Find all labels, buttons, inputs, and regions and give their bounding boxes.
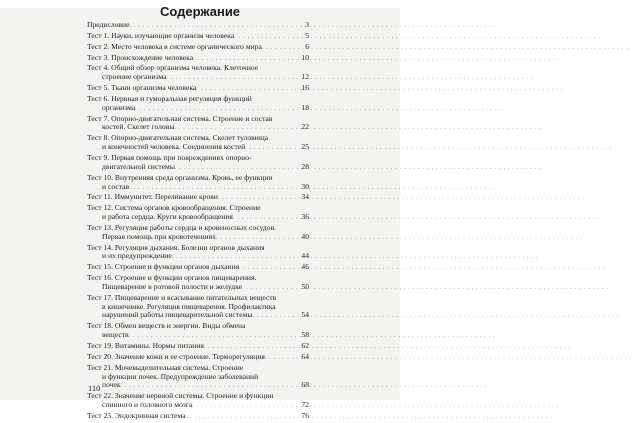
toc-line-text: и их предупреждение (102, 251, 172, 261)
toc-page-number: 6 (305, 41, 309, 51)
toc-page-number: 68 (301, 380, 309, 390)
toc-line-text: Тест 15. Строение и функции органов дыхания (87, 262, 240, 272)
toc-entry (87, 154, 309, 174)
toc-page-number: 50 (301, 281, 309, 291)
toc-line-text: Тест 19. Витамины. Нормы питания (87, 341, 204, 350)
toc-line-text: почек (102, 380, 121, 390)
toc-entry (87, 392, 309, 412)
toc-page-number: 5 (305, 30, 309, 40)
toc-line-text: и функции почек. Предупреждение заболеваний (102, 371, 259, 381)
toc-line-text: костей. Скелет головы (102, 122, 175, 132)
toc-line-text: и работа сердца. Круги кровообращения (102, 212, 233, 222)
toc-entry (87, 244, 309, 264)
toc-line (87, 104, 309, 115)
dot-leader (245, 143, 299, 154)
toc-entry (87, 64, 309, 84)
toc-page-number: 76 (301, 410, 309, 420)
toc-line-text: Тест 5. Ткани организма человека (87, 83, 197, 93)
toc-page-number: 10 (301, 52, 309, 62)
toc-line-text: Тест 14. Регуляция дыхания. Болезни органов дыхания (87, 242, 265, 252)
toc-line-text: Первая помощь при кровотечениях (102, 231, 216, 241)
toc-entry (87, 204, 309, 224)
toc-line-text: и конечностей человека. Соединения костей (102, 142, 246, 152)
toc-page-number: 34 (301, 192, 309, 202)
toc-entry (87, 43, 309, 54)
toc-page-number: 64 (301, 351, 309, 361)
dot-leader (262, 43, 299, 54)
toc-entry (87, 95, 309, 115)
toc-entry (87, 174, 309, 194)
toc-page-number: 22 (301, 122, 309, 132)
toc-line-text: Тест 6. Нервная и гуморальная регуляция функций (87, 93, 252, 103)
toc-page-number: 62 (301, 341, 309, 350)
toc-page-number: 40 (301, 231, 309, 241)
dot-leader (186, 412, 299, 423)
toc-entry (87, 294, 309, 323)
toc-page-number: 12 (301, 72, 309, 82)
toc-line-text: Тест 2. Место человека в системе органического мира (87, 41, 262, 51)
dot-leader (216, 233, 299, 244)
toc-line-text: веществ (102, 330, 129, 340)
dot-leader (192, 401, 299, 412)
toc-line-text: Тест 12. Система органов кровообращения. Строение (87, 203, 261, 213)
toc-line (87, 43, 309, 54)
toc-line-text: Тест 11. Иммунитет. Переливание крови (87, 192, 218, 202)
toc-line-text: строение организма (102, 72, 167, 82)
toc-entry (87, 412, 309, 423)
toc-entry (87, 224, 309, 244)
dot-leader (253, 311, 299, 322)
toc-page-number: 18 (301, 102, 309, 112)
toc-line (87, 233, 309, 244)
toc-page-number: 54 (301, 310, 309, 320)
toc-line-text: нарушений работы пищеварительной системы (102, 310, 253, 320)
toc-line-text: Тест 9. Первая помощь при повреждениях опорно- (87, 152, 252, 162)
toc-entry (87, 115, 309, 135)
toc-line-text: Тест 21. Мочевыделительная система. Строение (87, 362, 244, 372)
toc-line (87, 412, 309, 423)
toc-line-text: в кишечнике. Регуляция пищеварения. Профилактика (102, 301, 276, 311)
toc-line-text: Тест 20. Значение кожи и ее строение. Терморегуляция (87, 351, 265, 361)
toc-page-number: 58 (301, 330, 309, 340)
toc-line-text: Тест 18. Обмен веществ и энергии. Виды обмена (87, 321, 246, 331)
toc-line-text: Тест 8. Опорно-двигательная система. Скелет туловища (87, 133, 269, 143)
toc-entry (87, 274, 309, 294)
toc-line-text: Тест 16. Строение и функции органов пищеварения. (87, 273, 257, 283)
toc-line-text: Тест 4. Общий обзор организма человека. Клеточное (87, 63, 259, 73)
toc-page-number: 72 (301, 400, 309, 410)
table-of-contents (87, 21, 309, 423)
toc-page-number: 28 (301, 161, 309, 171)
toc-line-text: Тест 22. Значение нервной системы. Строение и функции (87, 391, 274, 401)
toc-page-number: 16 (301, 83, 309, 93)
toc-line-text: Тест 10. Внутренняя среда организма. Кровь, ее функции (87, 172, 273, 182)
toc-line-text: двигательной системы (102, 161, 175, 171)
page-number: 110 (88, 383, 101, 393)
toc-line-text: Предисловие (87, 20, 130, 29)
toc-page-number: 25 (301, 142, 309, 152)
toc-line-text: организма (102, 102, 136, 112)
page-title: Содержание (159, 4, 241, 19)
toc-line-text: спинного и головного мозга (102, 400, 193, 410)
toc-entry (87, 364, 309, 393)
toc-page-number: 44 (301, 251, 309, 261)
toc-entry (87, 134, 309, 154)
dot-leader (265, 353, 299, 364)
toc-entry (87, 322, 309, 342)
toc-line-text: Тест 3. Происхождение человека (87, 52, 194, 62)
toc-page-number: 46 (301, 262, 309, 272)
toc-line-text: и состав (102, 181, 130, 191)
toc-page-number: 30 (301, 181, 309, 191)
dot-leader (135, 104, 299, 115)
toc-line-text: Пищеварение в ротовой полости и желудке (102, 281, 242, 291)
toc-line-text: Тест 1. Науки, изучающие организм человека (87, 30, 235, 40)
toc-line-text: Тест 13. Регуляция работы сердца и кровеносных сосудов. (87, 222, 277, 232)
toc-page-number: 3 (305, 20, 309, 29)
toc-line-text: Тест 23. Эндокринная система (87, 410, 186, 420)
toc-page-number: 36 (301, 212, 309, 222)
toc-line-text: Тест 7. Опорно-двигательная система. Строение и состав (87, 113, 273, 123)
toc-line-text: Тест 17. Пищеварение и всасывание питательных веществ (87, 292, 277, 302)
